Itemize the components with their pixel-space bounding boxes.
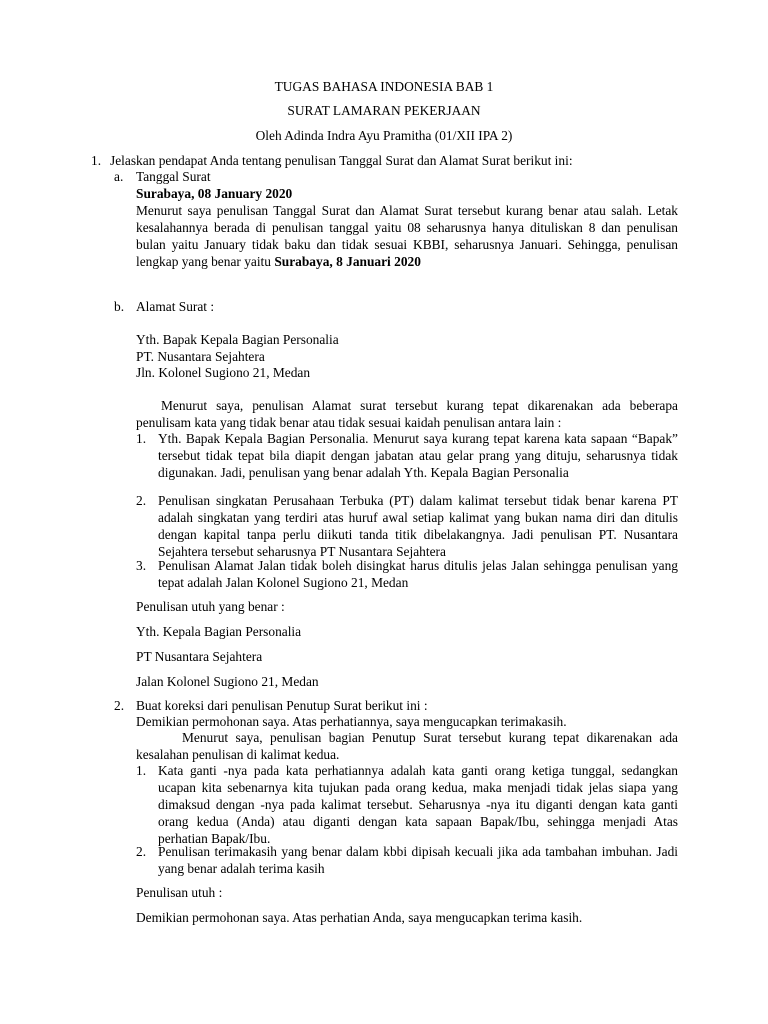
address-example-line-1: Yth. Bapak Kepala Bagian Personalia [136, 332, 339, 347]
item-b-letter: b. [114, 299, 125, 314]
address-example-line-2: PT. Nusantara Sejahtera [136, 349, 265, 364]
address-point-2: Penulisan singkatan Perusahaan Terbuka (PT) dalam kalimat tersebut tidak benar karena PT adalah singkatan yang terdiri atas huruf awal setiap kalimat yang bukan nama diri dan ditulis dengan kapital tanpa perlu diikuti tanda titik dibelakangnya. Jadi penulisan PT. Nusantara Sejahtera tersebut seharusnya PT Nusantara Sejahtera [158, 493, 678, 559]
item-a-title: Tanggal Surat [136, 169, 211, 184]
item-a-letter: a. [114, 169, 124, 184]
address-example-line-3: Jln. Kolonel Sugiono 21, Medan [136, 365, 311, 380]
document-title: TUGAS BAHASA INDONESIA BAB 1 [274, 79, 494, 94]
date-explanation-text: Menurut saya penulisan Tanggal Surat dan Alamat Surat tersebut kurang benar atau salah. Letak kesalahannya berada di penulisan tanggal yaitu 08 seharusnya hanya dituliskan 8 dan penulisan bulan yaitu January tidak baku dan tidak sesuai KBBI, seharusnya Januari. Sehingga, penulisan lengkap yang benar yaitu [136, 203, 678, 269]
closing-example: Demikian permohonan saya. Atas perhatiannya, saya mengucapkan terimakasih. [136, 714, 567, 729]
document-subtitle: SURAT LAMARAN PEKERJAAN [287, 103, 481, 118]
question-2-number: 2. [114, 698, 125, 713]
closing-point-1-number: 1. [136, 763, 147, 778]
address-point-1-number: 1. [136, 431, 147, 446]
address-analysis-intro: Menurut saya, penulisan Alamat surat tersebut kurang tepat dikarenakan ada beberapa penulisam kata yang tidak benar atau tidak sesuai kaidah penulisan antara lain : [136, 398, 678, 430]
closing-full-label: Penulisan utuh : [136, 885, 223, 900]
address-full-line-1: Yth. Kepala Bagian Personalia [136, 624, 302, 639]
question-2-text: Buat koreksi dari penulisan Penutup Surat berikut ini : [136, 698, 428, 713]
address-point-3: Penulisan Alamat Jalan tidak boleh disingkat harus ditulis jelas Jalan sehingga penulisan yang tepat adalah Jalan Kolonel Sugiono 21, Medan [158, 558, 678, 590]
closing-full-text: Demikian permohonan saya. Atas perhatian Anda, saya mengucapkan terima kasih. [136, 910, 583, 925]
closing-analysis-intro: Menurut saya, penulisan bagian Penutup Surat tersebut kurang tepat dikarenakan ada kesalahan penulisan di kalimat kedua. [136, 730, 678, 762]
address-point-2-number: 2. [136, 493, 147, 508]
item-b-title: Alamat Surat : [136, 299, 215, 314]
address-point-1: Yth. Bapak Kepala Bagian Personalia. Menurut saya kurang tepat karena kata sapaan “Bapak” tersebut tidak tepat bila diapit dengan jabatan atau gelar prang yang dituju, seharusnya tidak digunakan. Jadi, penulisan yang benar adalah Yth. Kepala Bagian Personalia [158, 431, 678, 480]
author-line: Oleh Adinda Indra Ayu Pramitha (01/XII IPA 2) [255, 128, 513, 143]
closing-point-2: Penulisan terimakasih yang benar dalam kbbi dipisah kecuali jika ada tambahan imbuhan. Jadi yang benar adalah terima kasih [158, 844, 678, 876]
address-full-line-3: Jalan Kolonel Sugiono 21, Medan [136, 674, 319, 689]
question-1-number: 1. [91, 153, 102, 168]
closing-point-2-number: 2. [136, 844, 147, 859]
question-1-text: Jelaskan pendapat Anda tentang penulisan Tanggal Surat dan Alamat Surat berikut ini: [110, 153, 573, 168]
address-full-line-2: PT Nusantara Sejahtera [136, 649, 263, 664]
date-example: Surabaya, 08 January 2020 [136, 186, 293, 201]
address-point-3-number: 3. [136, 558, 147, 573]
date-correct: Surabaya, 8 Januari 2020 [274, 254, 421, 269]
closing-point-1: Kata ganti -nya pada kata perhatiannya adalah kata ganti orang ketiga tunggal, sedangkan ucapan kita sebenarnya kita tujukan pada orang kedua, maka menjadi tidak jelas siapa yang dimaksud dengan -nya pada kalimat tersebut. Seharusnya -nya itu diganti dengan kata ganti orang kedua (Anda) atau diganti dengan kata sapaan Bapak/Ibu, sehingga menjadi Atas perhatian Bapak/Ibu. [158, 763, 678, 846]
date-explanation [136, 202, 678, 270]
address-full-label: Penulisan utuh yang benar : [136, 599, 285, 614]
